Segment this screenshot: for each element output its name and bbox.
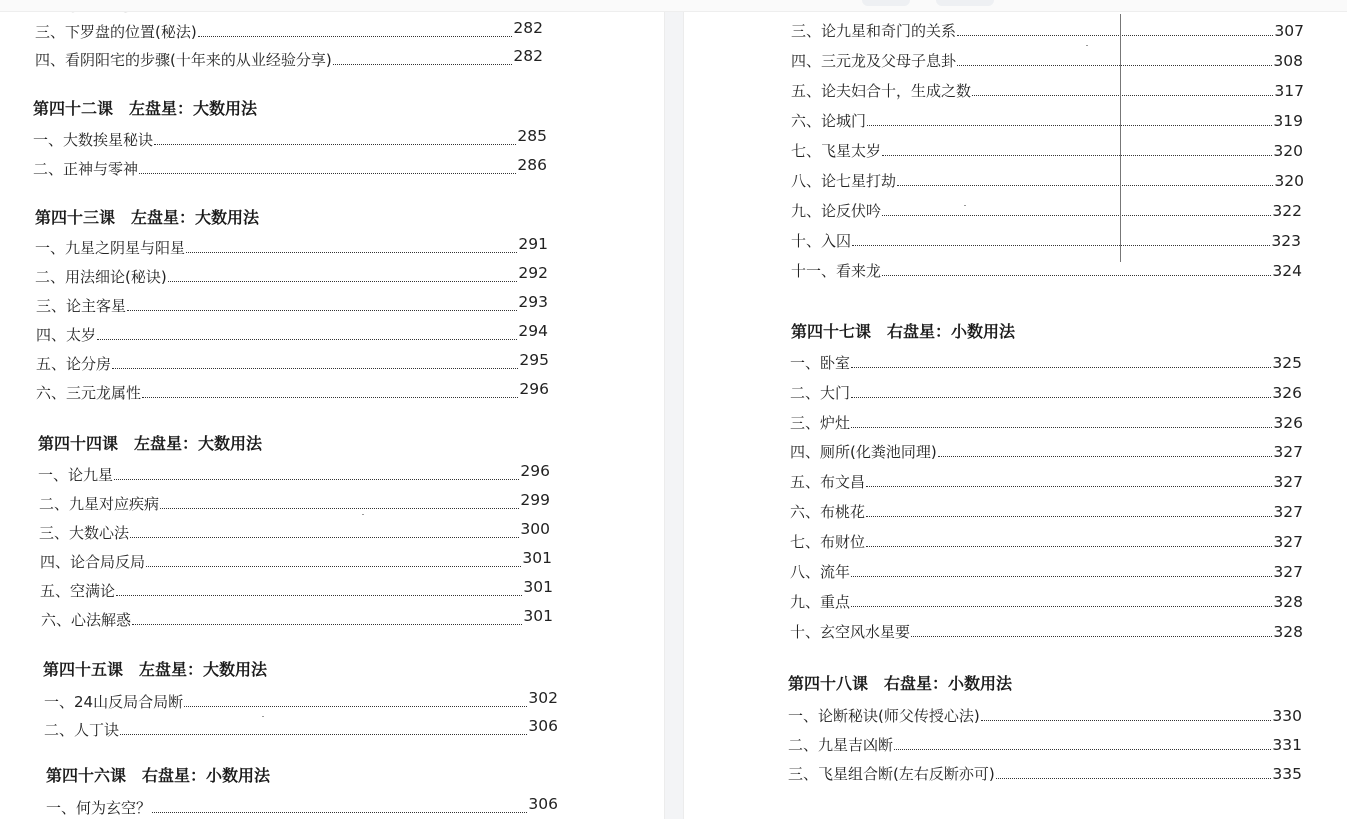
viewer-tab-stub-1[interactable] <box>862 0 910 6</box>
toc-entry-label: 三、下罗盘的位置(秘法) <box>35 23 197 41</box>
toc-entry-label: 一、九星之阴星与阳星 <box>35 239 186 257</box>
scan-speck <box>1086 45 1088 46</box>
toc-entry[interactable] <box>791 261 1302 281</box>
lesson-subtitle: 左盘星：大数用法 <box>129 99 258 118</box>
lesson-subtitle: 左盘星：大数用法 <box>139 660 268 679</box>
toc-entry-page: 317 <box>1274 82 1304 100</box>
toc-entry[interactable] <box>790 383 1302 403</box>
toc-entry-page: 282 <box>513 19 543 37</box>
lesson-number: 第四十八课 <box>788 674 869 693</box>
toc-entry[interactable] <box>790 532 1303 552</box>
toc-entry-page: 327 <box>1273 443 1303 461</box>
dot-leader <box>938 456 1273 457</box>
toc-entry-page: 302 <box>528 689 558 707</box>
toc-entry-label: 三、论主客星 <box>36 297 127 315</box>
toc-entry[interactable] <box>38 462 550 485</box>
dot-leader <box>132 624 522 625</box>
lesson-heading <box>43 660 267 680</box>
toc-entry-page: 293 <box>518 293 548 311</box>
dot-leader <box>130 537 519 538</box>
toc-entry-label: 五、论分房 <box>36 355 112 373</box>
toc-entry-page: 326 <box>1272 384 1302 402</box>
toc-entry[interactable] <box>790 622 1303 642</box>
dot-leader <box>851 576 1272 577</box>
lesson-subtitle: 左盘星：大数用法 <box>134 434 263 453</box>
toc-entry-page: 307 <box>1274 22 1304 40</box>
dot-leader <box>957 35 1273 36</box>
toc-entry[interactable] <box>791 81 1304 101</box>
toc-entry-page: 327 <box>1273 473 1303 491</box>
toc-entry-page: 296 <box>520 462 550 480</box>
toc-entry-label: 六、三元龙属性 <box>36 384 142 402</box>
toc-entry-label: 四、三元龙及父母子息卦 <box>791 52 957 70</box>
dot-leader <box>957 65 1272 66</box>
toc-entry-label: 二、正神与零神 <box>33 160 139 178</box>
dot-leader <box>120 734 527 735</box>
dot-leader <box>882 155 1272 156</box>
toc-entry[interactable] <box>790 502 1303 522</box>
lesson-number: 第四十四课 <box>38 434 119 453</box>
dot-leader <box>882 275 1271 276</box>
dot-leader <box>897 185 1273 186</box>
document-page-right <box>683 0 1347 819</box>
dot-leader <box>867 125 1272 126</box>
lesson-number: 第四十五课 <box>43 660 124 679</box>
scan-speck <box>262 716 264 717</box>
scan-speck <box>362 514 364 515</box>
dot-leader <box>127 310 517 311</box>
toc-entry-page: 300 <box>520 520 550 538</box>
toc-entry-page: 296 <box>519 380 549 398</box>
lesson-heading <box>46 766 270 786</box>
toc-entry[interactable] <box>44 689 558 712</box>
dot-leader <box>160 508 519 509</box>
toc-entry-page: 301 <box>523 607 553 625</box>
toc-entry-label: 三、炉灶 <box>790 414 851 432</box>
lesson-heading <box>38 434 262 454</box>
toc-entry-page: 292 <box>518 264 548 282</box>
toc-entry-page: 335 <box>1272 765 1302 783</box>
toc-entry-page: 320 <box>1273 142 1303 160</box>
toc-entry[interactable] <box>790 353 1302 373</box>
lesson-heading <box>791 322 1015 342</box>
toc-entry-label: 九、论反伏吟 <box>791 202 882 220</box>
toc-entry[interactable] <box>35 19 543 42</box>
toc-entry-label: 八、流年 <box>790 563 851 581</box>
toc-entry-label: 七、飞星太岁 <box>791 142 882 160</box>
dot-leader <box>116 595 522 596</box>
toc-entry-label: 四、太岁 <box>36 326 97 344</box>
toc-entry-label: 五、布文昌 <box>790 473 866 491</box>
toc-entry-page: 301 <box>523 578 553 596</box>
dot-leader <box>851 606 1272 607</box>
dot-leader <box>852 245 1270 246</box>
toc-entry[interactable] <box>39 520 550 543</box>
toc-entry[interactable] <box>39 491 550 514</box>
dot-leader <box>333 64 513 65</box>
dot-leader <box>894 749 1271 750</box>
toc-entry-page: 323 <box>1271 232 1301 250</box>
toc-entry[interactable] <box>790 413 1303 433</box>
viewer-top-strip <box>0 0 1347 12</box>
toc-entry-page: 294 <box>518 322 548 340</box>
toc-entry[interactable] <box>788 735 1302 755</box>
toc-entry-label: 一、卧室 <box>790 354 851 372</box>
toc-entry[interactable] <box>788 764 1302 784</box>
lesson-subtitle: 右盘星：小数用法 <box>887 322 1016 341</box>
toc-entry-page: 330 <box>1272 707 1302 725</box>
toc-entry-label: 四、看阴阳宅的步骤(十年来的从业经验分享) <box>35 51 332 69</box>
toc-entry-label: 一、大数挨星秘诀 <box>33 131 154 149</box>
toc-entry[interactable] <box>36 351 549 374</box>
toc-entry-label: 八、论七星打劫 <box>791 172 897 190</box>
viewer-tab-stub-2[interactable] <box>936 0 994 6</box>
toc-entry-page: 320 <box>1274 172 1304 190</box>
toc-entry-page: 285 <box>517 127 547 145</box>
toc-entry[interactable] <box>46 795 558 818</box>
dot-leader <box>184 706 527 707</box>
toc-entry[interactable] <box>44 717 558 740</box>
toc-entry-label: 二、九星对应疾病 <box>39 495 160 513</box>
toc-entry[interactable] <box>35 47 543 70</box>
toc-entry[interactable] <box>41 607 553 630</box>
dot-leader <box>142 397 518 398</box>
toc-entry-label: 九、重点 <box>790 593 851 611</box>
toc-entry-page: 306 <box>528 717 558 735</box>
toc-entry-page: 299 <box>520 491 550 509</box>
dot-leader <box>866 486 1272 487</box>
toc-entry-page: 319 <box>1273 112 1303 130</box>
toc-entry[interactable] <box>790 592 1303 612</box>
toc-entry-label: 五、空满论 <box>40 582 116 600</box>
dot-leader <box>851 427 1272 428</box>
toc-entry[interactable] <box>791 51 1303 71</box>
document-page-left <box>0 0 664 819</box>
toc-entry[interactable] <box>791 201 1302 221</box>
toc-entry[interactable] <box>33 127 547 150</box>
toc-entry-page: 327 <box>1273 533 1303 551</box>
toc-entry-label: 一、论断秘诀(师父传授心法) <box>788 707 980 725</box>
toc-entry-page: 286 <box>517 156 547 174</box>
dot-leader <box>168 281 518 282</box>
lesson-subtitle: 左盘星：大数用法 <box>131 208 260 227</box>
dot-leader <box>198 36 513 37</box>
toc-entry-label: 一、24山反局合局断 <box>44 693 184 711</box>
toc-entry-label: 四、论合局反局 <box>40 553 146 571</box>
toc-entry-page: 324 <box>1272 262 1302 280</box>
toc-entry-page: 326 <box>1273 414 1303 432</box>
toc-entry[interactable] <box>36 380 549 403</box>
toc-entry-page: 282 <box>513 47 543 65</box>
toc-entry[interactable] <box>36 322 548 345</box>
toc-entry-label: 六、论城门 <box>791 112 867 130</box>
dot-leader <box>97 339 517 340</box>
dot-leader <box>146 566 521 567</box>
toc-entry[interactable] <box>790 472 1303 492</box>
toc-entry[interactable] <box>791 111 1303 131</box>
toc-entry-page: 331 <box>1272 736 1302 754</box>
toc-entry[interactable] <box>33 156 547 179</box>
dot-leader <box>152 812 527 813</box>
toc-entry-page: 291 <box>518 235 548 253</box>
toc-entry-page: 327 <box>1273 503 1303 521</box>
toc-entry-page: 295 <box>519 351 549 369</box>
dot-leader <box>911 636 1272 637</box>
toc-entry[interactable] <box>791 21 1304 41</box>
dot-leader <box>996 778 1272 779</box>
dot-leader <box>154 144 516 145</box>
dot-leader <box>851 367 1271 368</box>
dot-leader <box>851 397 1271 398</box>
toc-entry-label: 十一、看来龙 <box>791 262 882 280</box>
toc-entry-page: 325 <box>1272 354 1302 372</box>
lesson-heading <box>33 99 257 119</box>
lesson-number: 第四十三课 <box>35 208 116 227</box>
toc-entry[interactable] <box>790 562 1303 582</box>
toc-entry-label: 十、玄空风水星要 <box>790 623 911 641</box>
dot-leader <box>866 516 1272 517</box>
lesson-number: 第四十六课 <box>46 766 127 785</box>
dot-leader <box>866 546 1272 547</box>
lesson-subtitle: 右盘星：小数用法 <box>884 674 1013 693</box>
lesson-number: 第四十二课 <box>33 99 114 118</box>
dot-leader <box>981 720 1272 721</box>
toc-entry[interactable] <box>791 171 1304 191</box>
page-gutter <box>664 7 684 819</box>
toc-entry-label: 二、用法细论(秘诀) <box>35 268 167 286</box>
dot-leader <box>972 95 1273 96</box>
toc-entry-label: 三、大数心法 <box>39 524 130 542</box>
toc-entry-page: 328 <box>1273 623 1303 641</box>
toc-entry-label: 二、大门 <box>790 384 851 402</box>
dot-leader <box>186 252 517 253</box>
dot-leader <box>112 368 518 369</box>
toc-entry[interactable] <box>40 578 553 601</box>
toc-entry-label: 六、心法解惑 <box>41 611 132 629</box>
toc-entry-page: 328 <box>1273 593 1303 611</box>
toc-entry[interactable] <box>35 264 548 287</box>
lesson-heading <box>35 208 259 228</box>
toc-entry-page: 306 <box>528 795 558 813</box>
toc-entry-label: 七、布财位 <box>790 533 866 551</box>
dot-leader <box>882 215 1271 216</box>
toc-entry-label: 三、飞星组合断(左右反断亦可) <box>788 765 995 783</box>
toc-entry-label: 五、论夫妇合十，生成之数 <box>791 82 972 100</box>
lesson-subtitle: 右盘星：小数用法 <box>142 766 271 785</box>
toc-entry-label: 二、人丁诀 <box>44 721 120 739</box>
lesson-heading <box>788 674 1012 694</box>
toc-entry-label: 十、入囚 <box>791 232 852 250</box>
toc-entry-label: 四、厕所(化粪池同理) <box>790 443 937 461</box>
toc-entry-label: 一、何为玄空？ <box>46 799 152 817</box>
toc-entry[interactable] <box>791 141 1303 161</box>
scan-artifact-line <box>1120 14 1121 262</box>
scan-speck <box>964 205 966 206</box>
toc-entry-label: 三、论九星和奇门的关系 <box>791 22 957 40</box>
toc-entry-label: 二、九星吉凶断 <box>788 736 894 754</box>
toc-entry-page: 308 <box>1273 52 1303 70</box>
toc-entry[interactable] <box>35 235 548 258</box>
toc-entry-page: 322 <box>1272 202 1302 220</box>
toc-entry-label: 一、论九星 <box>38 466 114 484</box>
dot-leader <box>114 479 519 480</box>
dot-leader <box>139 173 516 174</box>
lesson-number: 第四十七课 <box>791 322 872 341</box>
toc-entry-page: 301 <box>522 549 552 567</box>
toc-entry-label: 六、布桃花 <box>790 503 866 521</box>
toc-entry-page: 327 <box>1273 563 1303 581</box>
toc-entry[interactable] <box>791 231 1301 251</box>
toc-entry[interactable] <box>40 549 552 572</box>
toc-entry[interactable] <box>788 706 1302 726</box>
toc-entry[interactable] <box>790 442 1303 462</box>
toc-entry[interactable] <box>36 293 548 316</box>
